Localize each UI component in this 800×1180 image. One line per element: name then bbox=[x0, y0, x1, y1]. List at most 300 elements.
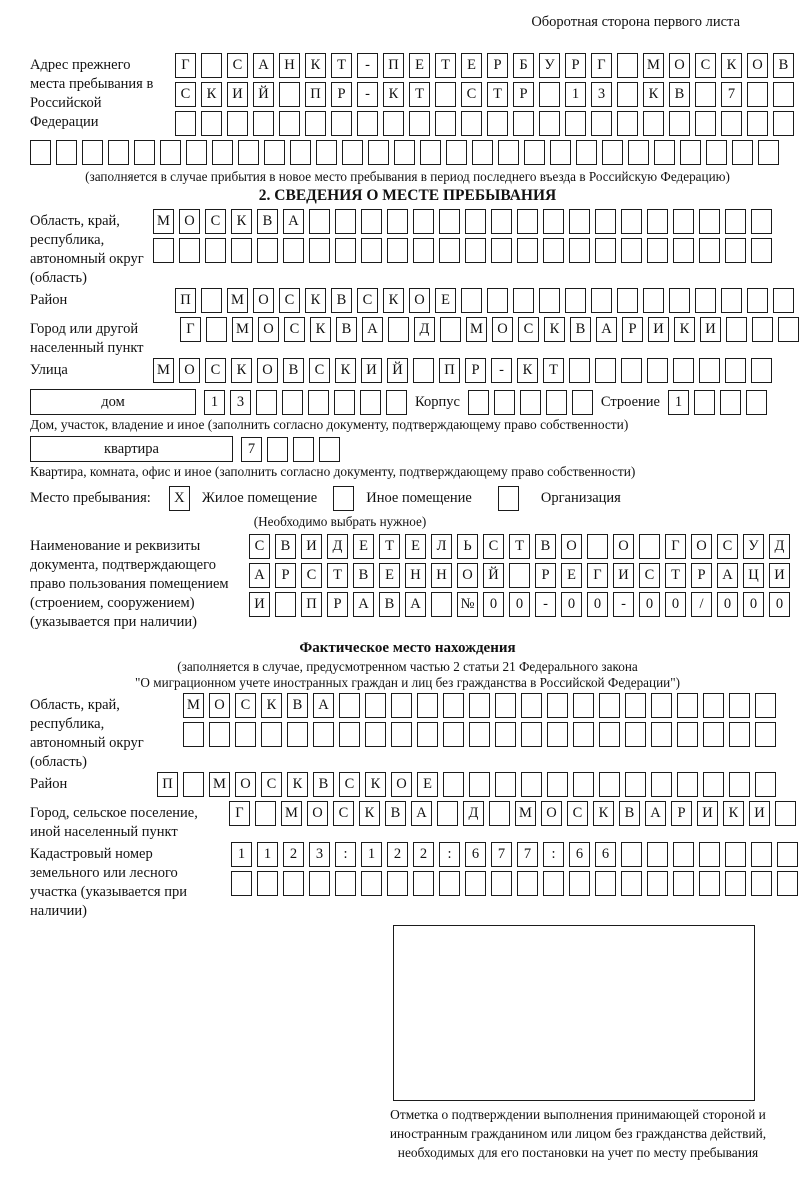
char-box[interactable]: С bbox=[205, 209, 226, 234]
char-box[interactable]: Ь bbox=[457, 534, 478, 559]
char-box[interactable] bbox=[435, 111, 456, 136]
char-box[interactable]: М bbox=[227, 288, 248, 313]
char-box[interactable]: А bbox=[313, 693, 334, 718]
char-box[interactable] bbox=[494, 390, 515, 415]
char-box[interactable] bbox=[491, 238, 512, 263]
char-box[interactable]: - bbox=[357, 82, 378, 107]
char-box[interactable]: Л bbox=[431, 534, 452, 559]
char-box[interactable]: С bbox=[567, 801, 588, 826]
char-box[interactable]: П bbox=[439, 358, 460, 383]
char-box[interactable] bbox=[569, 238, 590, 263]
char-box[interactable] bbox=[309, 209, 330, 234]
char-box[interactable] bbox=[773, 111, 794, 136]
char-box[interactable]: Г bbox=[175, 53, 196, 78]
char-box[interactable] bbox=[647, 209, 668, 234]
char-box[interactable]: 1 bbox=[565, 82, 586, 107]
char-box[interactable] bbox=[703, 772, 724, 797]
char-box[interactable]: 1 bbox=[231, 842, 252, 867]
char-box[interactable] bbox=[621, 238, 642, 263]
char-box[interactable] bbox=[747, 111, 768, 136]
char-box[interactable]: 7 bbox=[721, 82, 742, 107]
char-box[interactable] bbox=[342, 140, 363, 165]
char-box[interactable] bbox=[569, 358, 590, 383]
char-box[interactable]: К bbox=[593, 801, 614, 826]
char-box[interactable]: 0 bbox=[717, 592, 738, 617]
char-box[interactable] bbox=[673, 842, 694, 867]
char-box[interactable]: Е bbox=[417, 772, 438, 797]
char-box[interactable] bbox=[495, 722, 516, 747]
char-box[interactable]: 7 bbox=[241, 437, 262, 462]
char-box[interactable] bbox=[357, 111, 378, 136]
char-box[interactable] bbox=[520, 390, 541, 415]
char-box[interactable] bbox=[495, 693, 516, 718]
char-box[interactable] bbox=[279, 82, 300, 107]
char-box[interactable]: / bbox=[691, 592, 712, 617]
char-box[interactable]: И bbox=[749, 801, 770, 826]
char-box[interactable]: В bbox=[535, 534, 556, 559]
char-box[interactable]: И bbox=[227, 82, 248, 107]
char-box[interactable] bbox=[238, 140, 259, 165]
char-box[interactable] bbox=[595, 871, 616, 896]
char-box[interactable] bbox=[440, 317, 461, 342]
char-box[interactable] bbox=[695, 111, 716, 136]
char-box[interactable] bbox=[365, 693, 386, 718]
char-box[interactable]: В bbox=[287, 693, 308, 718]
char-box[interactable] bbox=[539, 288, 560, 313]
char-box[interactable]: Р bbox=[535, 563, 556, 588]
char-box[interactable]: 3 bbox=[591, 82, 612, 107]
char-box[interactable] bbox=[639, 534, 660, 559]
char-box[interactable]: О bbox=[209, 693, 230, 718]
char-box[interactable]: С bbox=[175, 82, 196, 107]
char-box[interactable]: 0 bbox=[587, 592, 608, 617]
char-box[interactable] bbox=[729, 722, 750, 747]
char-box[interactable] bbox=[287, 722, 308, 747]
char-box[interactable] bbox=[264, 140, 285, 165]
char-box[interactable] bbox=[539, 82, 560, 107]
char-box[interactable] bbox=[651, 693, 672, 718]
char-box[interactable] bbox=[513, 288, 534, 313]
char-box[interactable] bbox=[461, 111, 482, 136]
char-box[interactable] bbox=[417, 693, 438, 718]
char-box[interactable]: О bbox=[307, 801, 328, 826]
char-box[interactable]: П bbox=[383, 53, 404, 78]
char-box[interactable] bbox=[231, 871, 252, 896]
char-box[interactable]: 2 bbox=[413, 842, 434, 867]
char-box[interactable] bbox=[517, 238, 538, 263]
char-box[interactable] bbox=[319, 437, 340, 462]
char-box[interactable] bbox=[703, 722, 724, 747]
char-box[interactable]: С bbox=[518, 317, 539, 342]
char-box[interactable] bbox=[361, 871, 382, 896]
char-box[interactable]: П bbox=[305, 82, 326, 107]
char-box[interactable]: А bbox=[645, 801, 666, 826]
char-box[interactable] bbox=[773, 82, 794, 107]
char-box[interactable] bbox=[160, 140, 181, 165]
char-box[interactable]: 6 bbox=[569, 842, 590, 867]
char-box[interactable]: С bbox=[461, 82, 482, 107]
char-box[interactable]: - bbox=[357, 53, 378, 78]
char-box[interactable]: Т bbox=[379, 534, 400, 559]
char-box[interactable] bbox=[699, 871, 720, 896]
char-box[interactable]: К bbox=[383, 288, 404, 313]
char-box[interactable]: И bbox=[697, 801, 718, 826]
char-box[interactable]: О bbox=[179, 209, 200, 234]
char-box[interactable] bbox=[621, 209, 642, 234]
char-box[interactable] bbox=[654, 140, 675, 165]
char-box[interactable]: Р bbox=[513, 82, 534, 107]
char-box[interactable] bbox=[309, 871, 330, 896]
char-box[interactable] bbox=[465, 871, 486, 896]
char-box[interactable] bbox=[209, 722, 230, 747]
char-box[interactable]: 0 bbox=[509, 592, 530, 617]
char-box[interactable]: С bbox=[205, 358, 226, 383]
char-box[interactable]: 0 bbox=[561, 592, 582, 617]
char-box[interactable] bbox=[569, 209, 590, 234]
char-box[interactable] bbox=[628, 140, 649, 165]
char-box[interactable] bbox=[212, 140, 233, 165]
char-box[interactable] bbox=[647, 871, 668, 896]
char-box[interactable] bbox=[517, 871, 538, 896]
char-box[interactable] bbox=[498, 486, 519, 511]
char-box[interactable]: Т bbox=[409, 82, 430, 107]
char-box[interactable] bbox=[413, 238, 434, 263]
char-box[interactable] bbox=[617, 53, 638, 78]
char-box[interactable] bbox=[82, 140, 103, 165]
char-box[interactable] bbox=[621, 842, 642, 867]
char-box[interactable]: В bbox=[570, 317, 591, 342]
char-box[interactable]: 2 bbox=[387, 842, 408, 867]
char-box[interactable] bbox=[726, 317, 747, 342]
char-box[interactable] bbox=[721, 288, 742, 313]
char-box[interactable] bbox=[647, 842, 668, 867]
char-box[interactable] bbox=[595, 358, 616, 383]
char-box[interactable] bbox=[673, 358, 694, 383]
char-box[interactable] bbox=[573, 693, 594, 718]
char-box[interactable]: Т bbox=[331, 53, 352, 78]
char-box[interactable] bbox=[275, 592, 296, 617]
char-box[interactable]: А bbox=[717, 563, 738, 588]
char-box[interactable] bbox=[175, 111, 196, 136]
char-box[interactable]: Е bbox=[461, 53, 482, 78]
char-box[interactable]: С bbox=[227, 53, 248, 78]
char-box[interactable] bbox=[283, 238, 304, 263]
char-box[interactable]: 2 bbox=[283, 842, 304, 867]
char-box[interactable] bbox=[335, 238, 356, 263]
char-box[interactable]: Г bbox=[587, 563, 608, 588]
char-box[interactable] bbox=[439, 238, 460, 263]
char-box[interactable] bbox=[439, 871, 460, 896]
char-box[interactable] bbox=[572, 390, 593, 415]
char-box[interactable]: И bbox=[613, 563, 634, 588]
char-box[interactable]: И bbox=[700, 317, 721, 342]
char-box[interactable] bbox=[699, 842, 720, 867]
char-box[interactable] bbox=[206, 317, 227, 342]
char-box[interactable] bbox=[725, 209, 746, 234]
char-box[interactable]: С bbox=[357, 288, 378, 313]
char-box[interactable]: Е bbox=[561, 563, 582, 588]
char-box[interactable]: С bbox=[235, 693, 256, 718]
char-box[interactable]: Е bbox=[435, 288, 456, 313]
char-box[interactable] bbox=[699, 358, 720, 383]
char-box[interactable]: Р bbox=[622, 317, 643, 342]
char-box[interactable]: Н bbox=[405, 563, 426, 588]
char-box[interactable] bbox=[521, 693, 542, 718]
char-box[interactable] bbox=[521, 722, 542, 747]
char-box[interactable] bbox=[725, 871, 746, 896]
char-box[interactable] bbox=[677, 722, 698, 747]
char-box[interactable]: № bbox=[457, 592, 478, 617]
char-box[interactable] bbox=[469, 693, 490, 718]
char-box[interactable]: О bbox=[691, 534, 712, 559]
char-box[interactable]: 3 bbox=[309, 842, 330, 867]
char-box[interactable] bbox=[391, 722, 412, 747]
char-box[interactable] bbox=[729, 693, 750, 718]
char-box[interactable] bbox=[725, 238, 746, 263]
char-box[interactable]: К bbox=[231, 358, 252, 383]
char-box[interactable] bbox=[720, 390, 741, 415]
char-box[interactable] bbox=[546, 390, 567, 415]
char-box[interactable]: 3 bbox=[230, 390, 251, 415]
char-box[interactable] bbox=[617, 111, 638, 136]
char-box[interactable]: К bbox=[517, 358, 538, 383]
char-box[interactable]: М bbox=[281, 801, 302, 826]
char-box[interactable]: Р bbox=[691, 563, 712, 588]
char-box[interactable]: Н bbox=[431, 563, 452, 588]
char-box[interactable] bbox=[417, 722, 438, 747]
char-box[interactable] bbox=[331, 111, 352, 136]
char-box[interactable] bbox=[778, 317, 799, 342]
char-box[interactable] bbox=[439, 209, 460, 234]
char-box[interactable]: 1 bbox=[257, 842, 278, 867]
char-box[interactable]: 1 bbox=[668, 390, 689, 415]
char-box[interactable] bbox=[513, 111, 534, 136]
char-box[interactable] bbox=[498, 140, 519, 165]
char-box[interactable] bbox=[547, 722, 568, 747]
char-box[interactable] bbox=[747, 288, 768, 313]
char-box[interactable] bbox=[387, 209, 408, 234]
char-box[interactable] bbox=[293, 437, 314, 462]
char-box[interactable]: О bbox=[391, 772, 412, 797]
char-box[interactable] bbox=[339, 693, 360, 718]
char-box[interactable]: А bbox=[596, 317, 617, 342]
char-box[interactable] bbox=[420, 140, 441, 165]
char-box[interactable] bbox=[673, 209, 694, 234]
char-box[interactable]: О bbox=[179, 358, 200, 383]
char-box[interactable] bbox=[383, 111, 404, 136]
char-box[interactable]: К bbox=[335, 358, 356, 383]
char-box[interactable]: Р bbox=[275, 563, 296, 588]
char-box[interactable] bbox=[673, 238, 694, 263]
char-box[interactable]: А bbox=[253, 53, 274, 78]
char-box[interactable]: М bbox=[643, 53, 664, 78]
char-box[interactable]: - bbox=[613, 592, 634, 617]
char-box[interactable] bbox=[573, 772, 594, 797]
char-box[interactable]: Р bbox=[487, 53, 508, 78]
char-box[interactable]: С bbox=[339, 772, 360, 797]
char-box[interactable]: К bbox=[643, 82, 664, 107]
char-box[interactable] bbox=[472, 140, 493, 165]
char-box[interactable] bbox=[231, 238, 252, 263]
char-box[interactable] bbox=[305, 111, 326, 136]
char-box[interactable]: Е bbox=[353, 534, 374, 559]
char-box[interactable] bbox=[565, 111, 586, 136]
char-box[interactable]: М bbox=[515, 801, 536, 826]
char-box[interactable]: 0 bbox=[639, 592, 660, 617]
char-box[interactable] bbox=[435, 82, 456, 107]
char-box[interactable] bbox=[695, 288, 716, 313]
char-box[interactable] bbox=[725, 358, 746, 383]
char-box[interactable]: Р bbox=[465, 358, 486, 383]
char-box[interactable] bbox=[591, 288, 612, 313]
char-box[interactable] bbox=[495, 772, 516, 797]
char-box[interactable]: Д bbox=[414, 317, 435, 342]
char-box[interactable]: В bbox=[283, 358, 304, 383]
char-box[interactable] bbox=[153, 238, 174, 263]
char-box[interactable] bbox=[56, 140, 77, 165]
char-box[interactable]: : bbox=[543, 842, 564, 867]
char-box[interactable] bbox=[751, 842, 772, 867]
char-box[interactable]: И bbox=[249, 592, 270, 617]
char-box[interactable] bbox=[699, 209, 720, 234]
char-box[interactable]: М bbox=[153, 358, 174, 383]
char-box[interactable] bbox=[732, 140, 753, 165]
char-box[interactable]: Д bbox=[463, 801, 484, 826]
char-box[interactable]: Р bbox=[331, 82, 352, 107]
char-box[interactable]: А bbox=[283, 209, 304, 234]
char-box[interactable]: С bbox=[333, 801, 354, 826]
char-box[interactable]: О bbox=[613, 534, 634, 559]
char-box[interactable] bbox=[461, 288, 482, 313]
char-box[interactable]: А bbox=[405, 592, 426, 617]
char-box[interactable] bbox=[755, 693, 776, 718]
char-box[interactable] bbox=[569, 871, 590, 896]
char-box[interactable]: А bbox=[249, 563, 270, 588]
char-box[interactable]: К bbox=[305, 288, 326, 313]
char-box[interactable]: О bbox=[235, 772, 256, 797]
char-box[interactable] bbox=[673, 871, 694, 896]
char-box[interactable] bbox=[669, 288, 690, 313]
char-box[interactable]: К bbox=[544, 317, 565, 342]
char-box[interactable] bbox=[524, 140, 545, 165]
char-box[interactable]: У bbox=[743, 534, 764, 559]
char-box[interactable]: Д bbox=[769, 534, 790, 559]
char-box[interactable] bbox=[257, 238, 278, 263]
char-box[interactable]: 7 bbox=[491, 842, 512, 867]
char-box[interactable] bbox=[443, 772, 464, 797]
char-box[interactable] bbox=[625, 772, 646, 797]
char-box[interactable]: О bbox=[492, 317, 513, 342]
char-box[interactable] bbox=[201, 111, 222, 136]
char-box[interactable] bbox=[706, 140, 727, 165]
char-box[interactable] bbox=[487, 111, 508, 136]
char-box[interactable]: В bbox=[331, 288, 352, 313]
char-box[interactable] bbox=[308, 390, 329, 415]
char-box[interactable]: И bbox=[769, 563, 790, 588]
char-box[interactable]: О bbox=[457, 563, 478, 588]
char-box[interactable] bbox=[253, 111, 274, 136]
char-box[interactable]: К bbox=[359, 801, 380, 826]
char-box[interactable] bbox=[647, 238, 668, 263]
char-box[interactable]: Е bbox=[405, 534, 426, 559]
char-box[interactable] bbox=[256, 390, 277, 415]
char-box[interactable]: М bbox=[153, 209, 174, 234]
char-box[interactable]: С bbox=[695, 53, 716, 78]
char-box[interactable]: Й bbox=[253, 82, 274, 107]
char-box[interactable] bbox=[773, 288, 794, 313]
char-box[interactable]: М bbox=[232, 317, 253, 342]
char-box[interactable]: Д bbox=[327, 534, 348, 559]
char-box[interactable] bbox=[386, 390, 407, 415]
char-box[interactable]: К bbox=[365, 772, 386, 797]
char-box[interactable] bbox=[677, 772, 698, 797]
char-box[interactable]: К bbox=[231, 209, 252, 234]
char-box[interactable] bbox=[752, 317, 773, 342]
char-box[interactable] bbox=[643, 111, 664, 136]
char-box[interactable]: С bbox=[301, 563, 322, 588]
char-box[interactable] bbox=[751, 871, 772, 896]
char-box[interactable]: В bbox=[313, 772, 334, 797]
char-box[interactable]: В bbox=[336, 317, 357, 342]
char-box[interactable] bbox=[703, 693, 724, 718]
char-box[interactable]: 0 bbox=[743, 592, 764, 617]
char-box[interactable]: В bbox=[385, 801, 406, 826]
char-box[interactable] bbox=[777, 871, 798, 896]
char-box[interactable] bbox=[517, 209, 538, 234]
char-box[interactable] bbox=[651, 722, 672, 747]
char-box[interactable] bbox=[775, 801, 796, 826]
char-box[interactable]: 0 bbox=[483, 592, 504, 617]
char-box[interactable] bbox=[339, 722, 360, 747]
char-box[interactable] bbox=[543, 209, 564, 234]
char-box[interactable] bbox=[413, 358, 434, 383]
char-box[interactable] bbox=[333, 486, 354, 511]
char-box[interactable]: И bbox=[648, 317, 669, 342]
char-box[interactable]: М bbox=[183, 693, 204, 718]
char-box[interactable]: 1 bbox=[204, 390, 225, 415]
char-box[interactable]: М bbox=[466, 317, 487, 342]
char-box[interactable]: Т bbox=[543, 358, 564, 383]
char-box[interactable]: 6 bbox=[465, 842, 486, 867]
char-box[interactable]: А bbox=[353, 592, 374, 617]
char-box[interactable] bbox=[595, 209, 616, 234]
char-box[interactable] bbox=[227, 111, 248, 136]
char-box[interactable]: Г bbox=[665, 534, 686, 559]
char-box[interactable]: : bbox=[335, 842, 356, 867]
char-box[interactable]: С bbox=[279, 288, 300, 313]
char-box[interactable] bbox=[751, 209, 772, 234]
char-box[interactable] bbox=[465, 209, 486, 234]
char-box[interactable]: О bbox=[409, 288, 430, 313]
char-box[interactable] bbox=[257, 871, 278, 896]
char-box[interactable] bbox=[368, 140, 389, 165]
char-box[interactable] bbox=[235, 722, 256, 747]
char-box[interactable]: М bbox=[209, 772, 230, 797]
char-box[interactable] bbox=[205, 238, 226, 263]
char-box[interactable] bbox=[413, 209, 434, 234]
char-box[interactable] bbox=[469, 772, 490, 797]
char-box[interactable]: П bbox=[157, 772, 178, 797]
char-box[interactable]: Й bbox=[387, 358, 408, 383]
char-box[interactable]: К bbox=[201, 82, 222, 107]
char-box[interactable] bbox=[651, 772, 672, 797]
char-box[interactable] bbox=[201, 53, 222, 78]
char-box[interactable] bbox=[361, 238, 382, 263]
char-box[interactable] bbox=[721, 111, 742, 136]
char-box[interactable]: 7 bbox=[517, 842, 538, 867]
char-box[interactable] bbox=[489, 801, 510, 826]
char-box[interactable] bbox=[547, 772, 568, 797]
